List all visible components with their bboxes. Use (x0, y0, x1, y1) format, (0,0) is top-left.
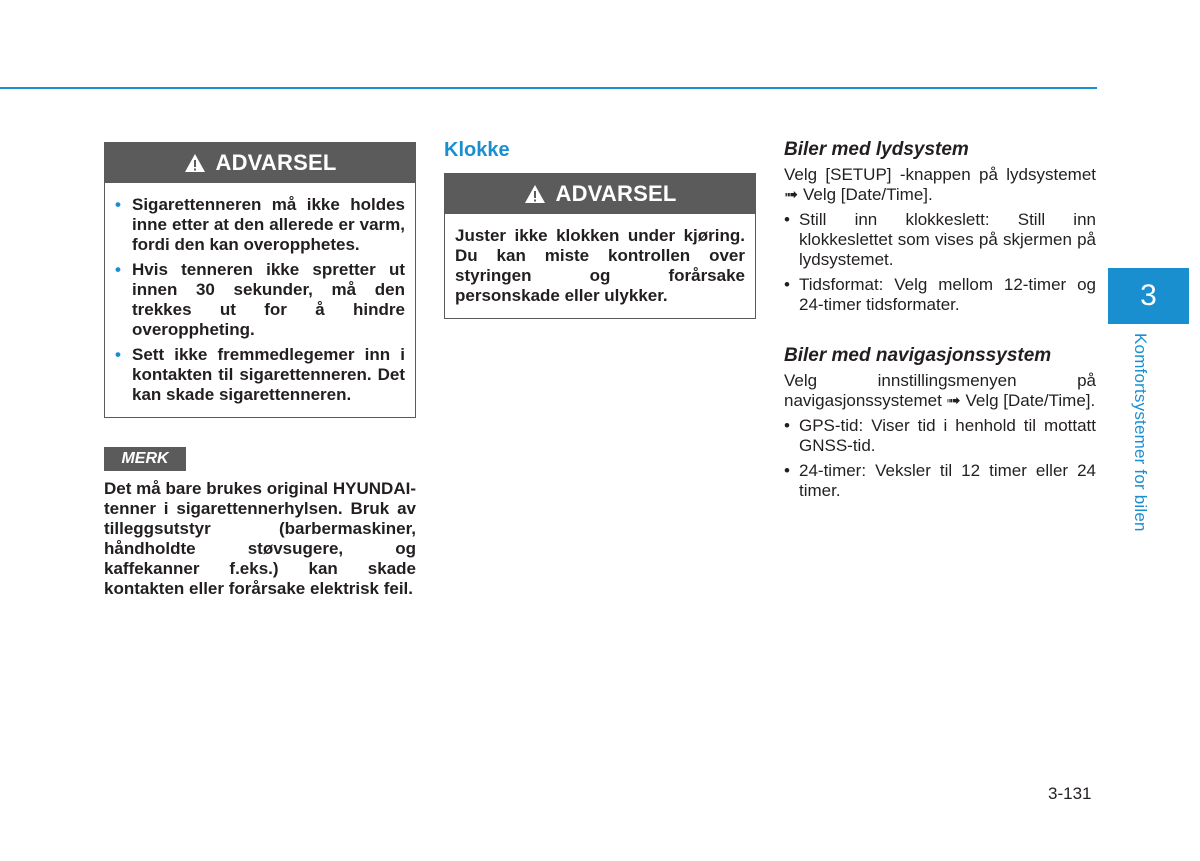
bullet-icon: • (784, 461, 790, 480)
audio-bullet-list (784, 210, 1096, 315)
bullet-icon: • (784, 275, 790, 294)
list-item-text: GPS-tid: Viser tid i henhold til mottatt GNSS-tid. (799, 416, 1096, 455)
warning-box-clock (444, 173, 756, 319)
navigation-instructions: Velg innstillingsmenyen på navigasjonssystemet ➟ Velg [Date/Time]. (784, 371, 1096, 410)
navigation-bullet-list (784, 416, 1096, 501)
top-rule (0, 87, 1097, 89)
bullet-icon: • (115, 260, 121, 279)
bullet-icon: • (784, 210, 790, 229)
list-item (115, 345, 405, 405)
list-item-text: 24-timer: Veksler til 12 timer eller 24 timer. (799, 461, 1096, 500)
warning-header (445, 174, 755, 214)
page-number: 3-131 (1048, 784, 1092, 803)
list-item (115, 260, 405, 340)
list-item (784, 275, 1096, 315)
warning-body (105, 183, 415, 417)
note-badge: MERK (104, 447, 186, 471)
chapter-tab: 3 (1108, 268, 1189, 324)
bullet-icon: • (784, 416, 790, 435)
list-item-text: Tidsformat: Velg mellom 12-timer og 24-timer tidsformater. (799, 275, 1096, 314)
warning-list (115, 195, 405, 405)
column-left (104, 142, 416, 599)
warning-triangle-icon (524, 184, 546, 204)
warning-title: ADVARSEL (555, 181, 677, 206)
audio-instructions: Velg [SETUP] -knappen på lydsystemet ➟ Velg [Date/Time]. (784, 165, 1096, 204)
list-item (784, 461, 1096, 501)
column-middle (444, 138, 756, 319)
list-item-text: Sigarettenneren må ikke holdes inne etter at den allerede er varm, fordi den kan overopphetes. (132, 195, 405, 254)
subsection-title-navigation: Biler med navigasjonssystem (784, 345, 1052, 366)
note-text: Det må bare brukes original HYUNDAI-tenner i sigarettennerhylsen. Bruk av tilleggsutstyr (barbermaskiner, håndholdte støvsugere, og kaffekanner f.eks.) kan skade kontakten eller forårsake elektrisk feil. (104, 479, 416, 598)
warning-box-cigarette-lighter (104, 142, 416, 418)
warning-header (105, 143, 415, 183)
subsection-title-audio: Biler med lydsystem (784, 139, 969, 160)
list-item (784, 416, 1096, 456)
list-item-text: Sett ikke fremmedlegemer inn i kontakten til sigarettenneren. Det kan skade sigarettenneren. (132, 345, 405, 404)
warning-body (445, 214, 755, 318)
warning-text: Juster ikke klokken under kjøring. Du kan miste kontrollen over styringen og forårsake personskade eller ulykker. (455, 226, 745, 305)
bullet-icon: • (115, 195, 121, 214)
list-item-text: Hvis tenneren ikke spretter ut innen 30 sekunder, må den trekkes ut for å hindre overoppheting. (132, 260, 405, 339)
list-item-text: Still inn klokkeslett: Still inn klokkeslettet som vises på skjermen på lydsystemet. (799, 210, 1096, 269)
list-item (784, 210, 1096, 270)
section-title-clock: Klokke (444, 139, 510, 161)
list-item (115, 195, 405, 255)
chapter-label: Komfortsystemer for bilen (1131, 333, 1150, 532)
warning-triangle-icon (184, 153, 206, 173)
bullet-icon: • (115, 345, 121, 364)
warning-title: ADVARSEL (215, 150, 337, 175)
column-right (784, 138, 1096, 506)
